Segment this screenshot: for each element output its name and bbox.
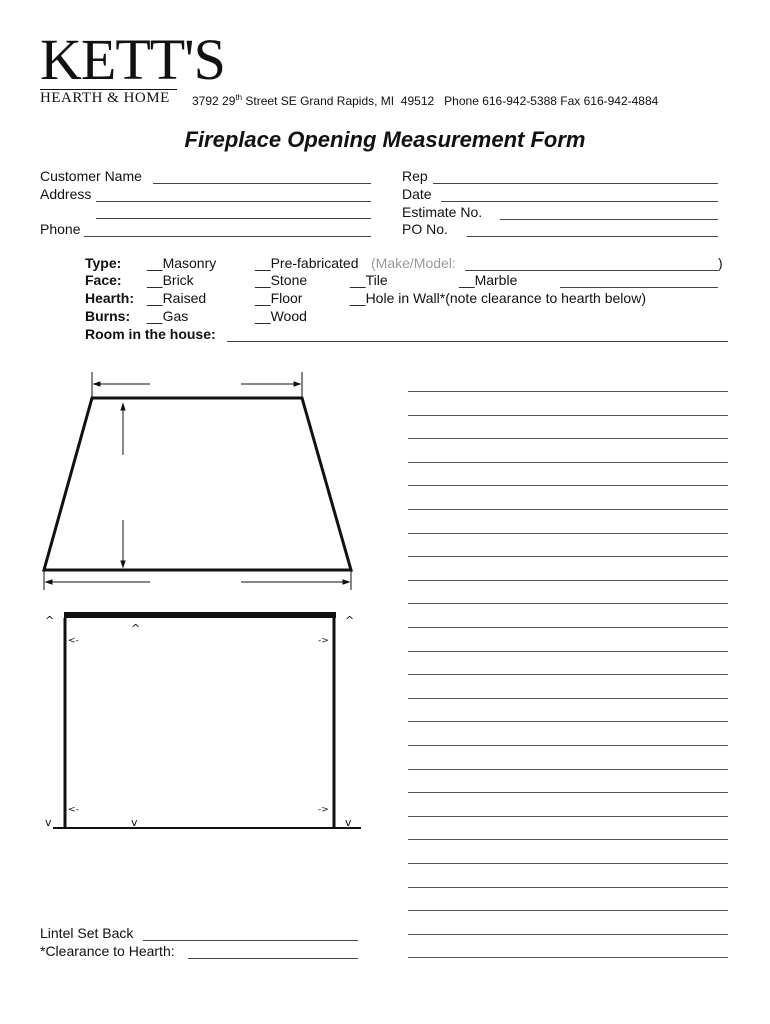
face-label: Face: — [85, 272, 122, 288]
svg-text:v: v — [345, 816, 352, 829]
date-label: Date — [402, 186, 432, 202]
svg-text:^: ^ — [131, 622, 141, 635]
note-line[interactable] — [408, 863, 728, 864]
note-line[interactable] — [408, 721, 728, 722]
note-line[interactable] — [408, 769, 728, 770]
note-line[interactable] — [408, 839, 728, 840]
note-line[interactable] — [408, 391, 728, 392]
hearth-raised-option[interactable]: __Raised — [147, 290, 207, 306]
address-label: Address — [40, 186, 92, 202]
rep-label: Rep — [402, 168, 428, 184]
clearance-field[interactable] — [188, 958, 358, 959]
note-line[interactable] — [408, 792, 728, 793]
note-line[interactable] — [408, 509, 728, 510]
note-line[interactable] — [408, 415, 728, 416]
burns-label: Burns: — [85, 308, 131, 324]
clearance-label: *Clearance to Hearth: — [40, 943, 175, 959]
svg-text:<-: <- — [68, 805, 79, 815]
svg-text:->: -> — [318, 636, 329, 646]
note-line[interactable] — [408, 603, 728, 604]
burns-wood-option[interactable]: __Wood — [255, 308, 307, 324]
estimate-label: Estimate No. — [402, 204, 483, 220]
note-line[interactable] — [408, 816, 728, 817]
make-model-close: ) — [718, 255, 723, 271]
po-label: PO No. — [402, 221, 448, 237]
note-line[interactable] — [408, 651, 728, 652]
room-label: Room in the house: — [85, 326, 216, 342]
svg-text:->: -> — [318, 805, 329, 815]
type-prefab-option[interactable]: __Pre-fabricated — [255, 255, 359, 271]
hearth-label: Hearth: — [85, 290, 135, 306]
front-opening-diagram — [45, 612, 361, 829]
note-line[interactable] — [408, 957, 728, 958]
company-logo: KETT'S — [40, 27, 225, 92]
hearth-floor-option[interactable]: __Floor — [255, 290, 303, 306]
hearth-hole-option[interactable]: __Hole in Wall*(note clearance to hearth below) — [350, 290, 646, 306]
note-line[interactable] — [408, 698, 728, 699]
note-line[interactable] — [408, 485, 728, 486]
face-marble-option[interactable]: __Marble — [459, 272, 518, 288]
customer-name-label: Customer Name — [40, 168, 142, 184]
svg-text:<-: <- — [68, 636, 79, 646]
note-line[interactable] — [408, 674, 728, 675]
lintel-setback-label: Lintel Set Back — [40, 925, 134, 941]
svg-text:^: ^ — [45, 614, 55, 627]
note-line[interactable] — [408, 745, 728, 746]
form-title: Fireplace Opening Measurement Form — [184, 127, 586, 152]
trapezoid-diagram — [44, 372, 351, 590]
company-logo-subtitle: HEARTH & HOME — [40, 89, 177, 107]
note-line[interactable] — [408, 934, 728, 935]
type-masonry-option[interactable]: __Masonry — [147, 255, 217, 271]
face-stone-option[interactable]: __Stone — [255, 272, 308, 288]
make-model-label: (Make/Model: — [371, 255, 456, 271]
lintel-setback-field[interactable] — [143, 940, 358, 941]
svg-text:^: ^ — [345, 614, 355, 627]
note-line[interactable] — [408, 438, 728, 439]
company-address: 3792 29th Street SE Grand Rapids, MI 49512 Phone 616-942-5388 Fax 616-942-4884 — [192, 93, 659, 108]
type-label: Type: — [85, 255, 122, 271]
face-tile-option[interactable]: __Tile — [350, 272, 388, 288]
note-line[interactable] — [408, 580, 728, 581]
note-line[interactable] — [408, 556, 728, 557]
phone-label: Phone — [40, 221, 81, 237]
svg-text:v: v — [131, 816, 138, 829]
burns-gas-option[interactable]: __Gas — [147, 308, 189, 324]
note-line[interactable] — [408, 627, 728, 628]
face-brick-option[interactable]: __Brick — [147, 272, 194, 288]
svg-text:v: v — [45, 816, 52, 829]
note-line[interactable] — [408, 887, 728, 888]
note-line[interactable] — [408, 910, 728, 911]
note-line[interactable] — [408, 533, 728, 534]
note-line[interactable] — [408, 462, 728, 463]
